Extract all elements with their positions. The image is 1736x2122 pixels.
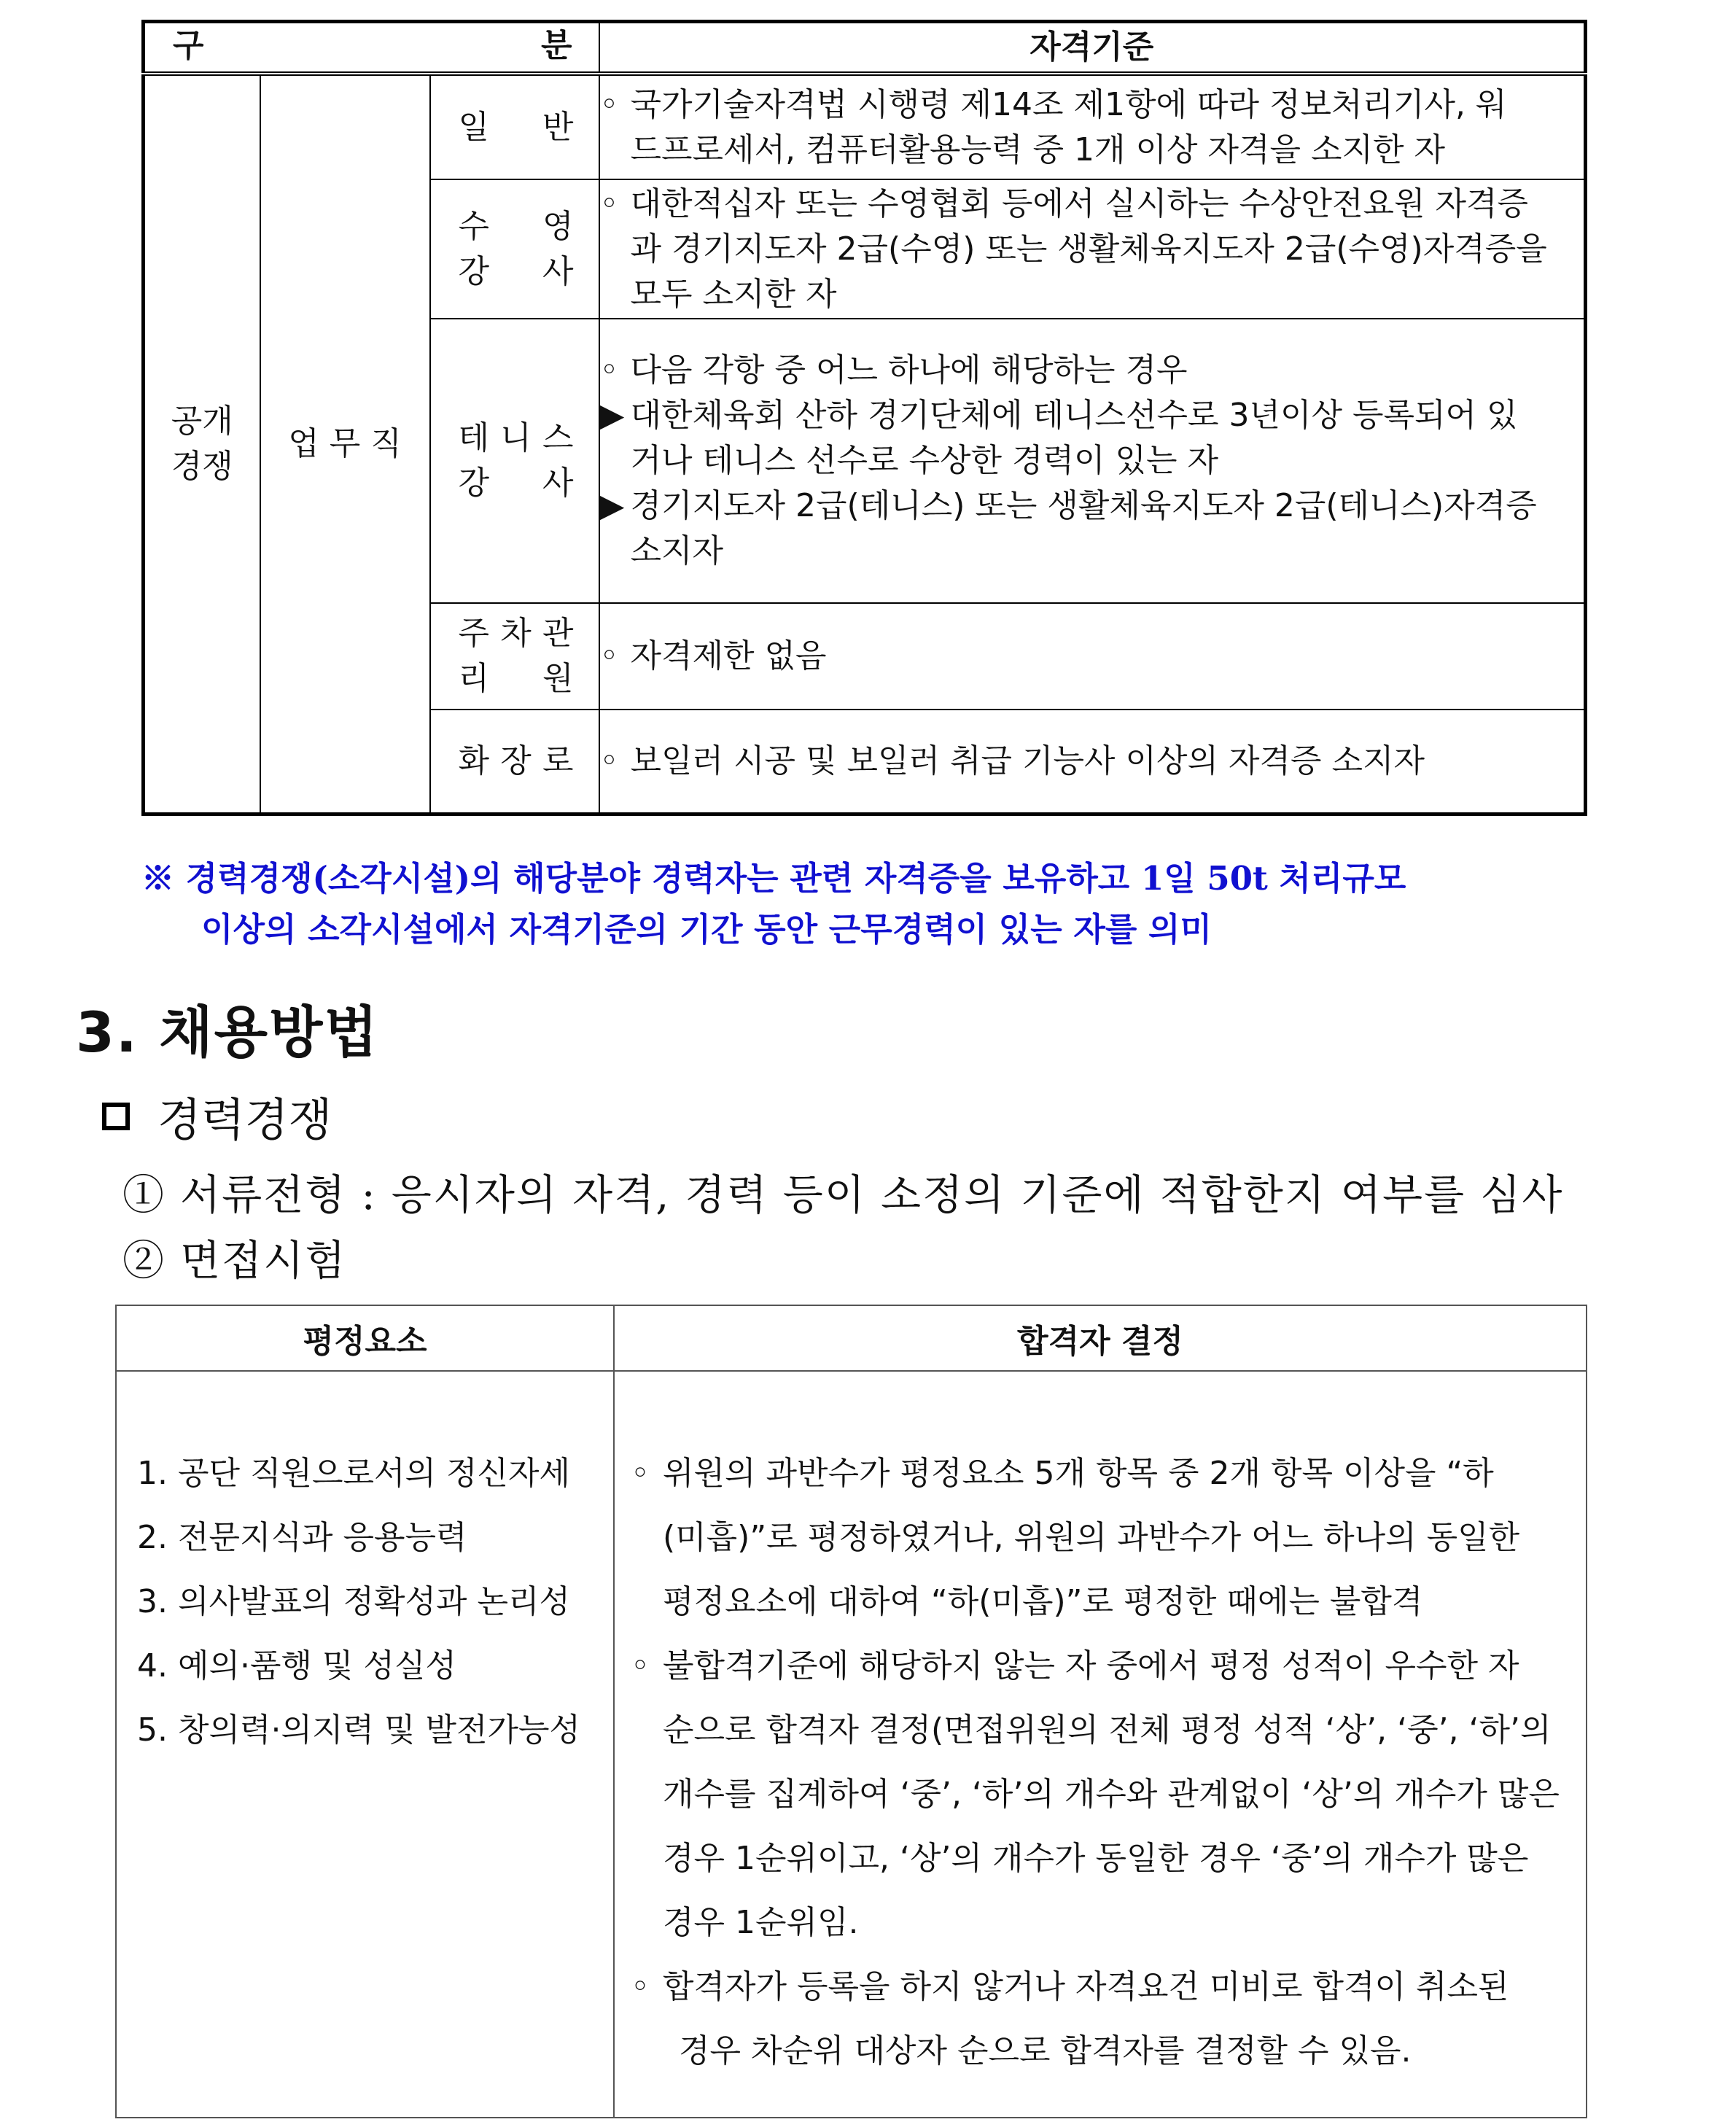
note-line-2: 이상의 소각시설에서 자격기준의 기간 동안 근무경력이 있는 자를 의미 — [201, 910, 1212, 949]
circle-bullet-icon: ◦ — [631, 1455, 650, 1492]
decision-criteria — [614, 1371, 1587, 2118]
bullet-spacer — [600, 227, 631, 272]
criteria-cell — [599, 319, 1586, 603]
row-label-line — [431, 105, 599, 150]
criteria-line — [600, 483, 1584, 529]
criteria-line — [631, 1891, 1567, 1955]
row-label-char: 테 — [458, 419, 490, 456]
header-elements: 평정요소 — [116, 1305, 614, 1371]
criteria-text: 국가기술자격법 시행령 제14조 제1항에 따라 정보처리기사, 워 — [630, 85, 1507, 123]
header-gubun-left: 구 — [173, 27, 204, 64]
list-item: 2. 전문지식과 응용능력 — [137, 1519, 467, 1556]
header-gubun — [144, 22, 599, 74]
criteria-text: 거나 테니스 선수로 수상한 경력이 있는 자 — [630, 442, 1219, 479]
row-label-char: 리 — [458, 660, 490, 697]
row-label-line — [431, 416, 599, 461]
criteria-cell — [599, 603, 1586, 710]
bullet-spacer — [600, 128, 631, 173]
criteria-text: 경우 1순위이고, ‘상’의 개수가 동일한 경우 ‘중’의 개수가 많은 — [663, 1840, 1529, 1877]
row-label-char: 강 — [458, 252, 490, 290]
criteria-text: 과 경기지도자 2급(수영) 또는 생활체육지도자 2급(수영)자격증을 — [630, 230, 1547, 268]
note — [141, 853, 1592, 955]
checkbox-square-icon — [102, 1103, 130, 1130]
row-label-char: 장 — [500, 742, 532, 780]
bullet-spacer — [600, 438, 631, 483]
circle-bullet-icon: ◦ — [599, 351, 619, 389]
criteria-text: 보일러 시공 및 보일러 취급 기능사 이상의 자격증 소지자 — [630, 742, 1425, 780]
row-label-char: 원 — [542, 660, 574, 697]
bullet-spacer — [631, 1827, 663, 1891]
criteria-text: 자격제한 없음 — [630, 637, 827, 675]
criteria-text: (미흡)”로 평정하였거나, 위원의 과반수가 어느 하나의 동일한 — [663, 1519, 1520, 1556]
criteria-line — [600, 128, 1584, 173]
header-criteria: 자격기준 — [599, 22, 1586, 74]
criteria-text: 대한적십자 또는 수영협회 등에서 실시하는 수상안전요원 자격증 — [630, 184, 1529, 222]
header-decision: 합격자 결정 — [614, 1305, 1587, 1371]
criteria-line — [600, 348, 1584, 393]
criteria-line — [600, 272, 1584, 317]
row-label-line — [431, 611, 599, 656]
criteria-text: 모두 소지한 자 — [630, 275, 837, 313]
triangle-bullet-icon: ▶ — [599, 397, 625, 434]
criteria-text: 경우 차순위 대상자 순으로 합격자를 결정할 수 있음. — [679, 2032, 1412, 2069]
row-label — [430, 603, 599, 710]
bullet-spacer — [600, 529, 631, 574]
circle-bullet-icon: ◦ — [631, 1968, 650, 2005]
row-label-char: 영 — [542, 207, 574, 245]
criteria-text: 불합격기준에 해당하지 않는 자 중에서 평정 성적이 우수한 자 — [663, 1647, 1519, 1684]
subcategory-cell: 업 무 직 — [260, 74, 430, 814]
bullet-spacer — [631, 2019, 663, 2083]
evaluation-elements — [116, 1371, 614, 2118]
criteria-text: 위원의 과반수가 평정요소 5개 항목 중 2개 항목 이상을 “하 — [663, 1455, 1494, 1492]
criteria-text: 소지자 — [630, 532, 724, 570]
row-label-line — [431, 461, 599, 506]
bullet-spacer — [600, 272, 631, 317]
circle-bullet-icon: ◦ — [599, 85, 619, 123]
row-label-char: 일 — [458, 108, 490, 146]
row-label — [430, 74, 599, 179]
criteria-text: 합격자가 등록을 하지 않거나 자격요건 미비로 합격이 취소된 — [663, 1968, 1509, 2005]
row-label-line — [431, 249, 599, 295]
circle-bullet-icon: ◦ — [631, 1647, 650, 1684]
criteria-line — [600, 438, 1584, 483]
criteria-cell — [599, 74, 1586, 179]
criteria-text: 경우 1순위임. — [663, 1904, 859, 1941]
row-label-char: 사 — [542, 465, 574, 502]
criteria-cell — [599, 710, 1586, 814]
criteria-line — [631, 1442, 1567, 1506]
section-title: 3. 채용방법 — [76, 1000, 379, 1065]
table-row — [144, 74, 1586, 179]
row-label-char: 화 — [458, 742, 490, 780]
circle-bullet-icon: ◦ — [599, 184, 619, 222]
bullet-spacer — [631, 1698, 663, 1762]
row-label-char: 관 — [542, 615, 574, 652]
circle-bullet-icon: ◦ — [599, 637, 619, 675]
criteria-line — [631, 1506, 1567, 1570]
bullet-spacer — [631, 1506, 663, 1570]
criteria-text: 평정요소에 대하여 “하(미흡)”로 평정한 때에는 불합격 — [663, 1583, 1423, 1620]
row-label-char: 니 — [500, 419, 532, 456]
header-gubun-right: 분 — [541, 27, 572, 64]
interview-table — [115, 1305, 1587, 2118]
criteria-line — [631, 1634, 1567, 1698]
row-label — [430, 179, 599, 319]
row-label-char: 사 — [542, 252, 574, 290]
row-label-line — [431, 739, 599, 784]
criteria-cell — [599, 179, 1586, 319]
criteria-line — [600, 739, 1584, 784]
criteria-line — [631, 1698, 1567, 1762]
row-label-char: 주 — [458, 615, 490, 652]
criteria-line — [600, 227, 1584, 272]
row-label-char: 강 — [458, 465, 490, 502]
criteria-text: 개수를 집계하여 ‘중’, ‘하’의 개수와 관계없이 ‘상’의 개수가 많은 — [663, 1776, 1560, 1813]
row-label-char: 차 — [500, 615, 532, 652]
interview-table-header — [116, 1305, 1587, 1371]
category-cell — [144, 74, 260, 814]
criteria-line — [631, 1762, 1567, 1827]
circle-bullet-icon: ◦ — [599, 742, 619, 780]
row-label-char: 스 — [542, 419, 574, 456]
list-item: 1. 공단 직원으로서의 정신자세 — [137, 1455, 570, 1492]
row-label-char: 반 — [542, 108, 574, 146]
criteria-line — [631, 1827, 1567, 1891]
subsection-title: 경력경쟁 — [157, 1093, 332, 1146]
list-item: 3. 의사발표의 정확성과 논리성 — [137, 1583, 570, 1620]
bullet-spacer — [631, 1570, 663, 1634]
category-line: 공개 — [171, 402, 233, 440]
bullet-spacer — [631, 1891, 663, 1955]
note-line-1: ※ 경력경쟁(소각시설)의 해당분야 경력자는 관련 자격증을 보유하고 1일 50t 처리규모 — [141, 859, 1406, 898]
criteria-line — [631, 2019, 1567, 2083]
step-document-screening: ① 서류전형 : 응시자의 자격, 경력 등이 소정의 기준에 적합한지 여부를 심사 — [122, 1171, 1564, 1219]
row-label-char: 로 — [542, 742, 574, 780]
row-label-line — [431, 204, 599, 249]
subsection-heading — [102, 1084, 332, 1149]
qualification-table — [141, 20, 1587, 816]
criteria-text: 대한체육회 산하 경기단체에 테니스선수로 3년이상 등록되어 있 — [630, 397, 1518, 434]
qualification-table-header — [144, 22, 1586, 74]
criteria-text: 다음 각항 중 어느 하나에 해당하는 경우 — [630, 351, 1188, 389]
criteria-text: 순으로 합격자 결정(면접위원의 전체 평정 성적 ‘상’, ‘중’, ‘하’의 — [663, 1711, 1552, 1749]
list-item: 4. 예의·품행 및 성실성 — [137, 1647, 456, 1684]
row-label — [430, 710, 599, 814]
row-label-line — [431, 656, 599, 701]
row-label-char: 수 — [458, 207, 490, 245]
list-item: 5. 창의력·의지력 및 발전가능성 — [137, 1711, 580, 1749]
criteria-line — [631, 1955, 1567, 2019]
table-row — [116, 1371, 1587, 2118]
criteria-line — [600, 82, 1584, 128]
criteria-line — [631, 1570, 1567, 1634]
criteria-line — [600, 182, 1584, 227]
bullet-spacer — [631, 1762, 663, 1827]
criteria-line — [600, 393, 1584, 438]
row-label — [430, 319, 599, 603]
criteria-line — [600, 529, 1584, 574]
criteria-text: 경기지도자 2급(테니스) 또는 생활체육지도자 2급(테니스)자격증 — [630, 487, 1537, 524]
triangle-bullet-icon: ▶ — [599, 487, 625, 524]
category-line: 경쟁 — [171, 447, 233, 485]
criteria-line — [600, 634, 1584, 679]
criteria-text: 드프로세서, 컴퓨터활용능력 중 1개 이상 자격을 소지한 자 — [630, 131, 1446, 168]
step-interview: ② 면접시험 — [122, 1237, 347, 1285]
